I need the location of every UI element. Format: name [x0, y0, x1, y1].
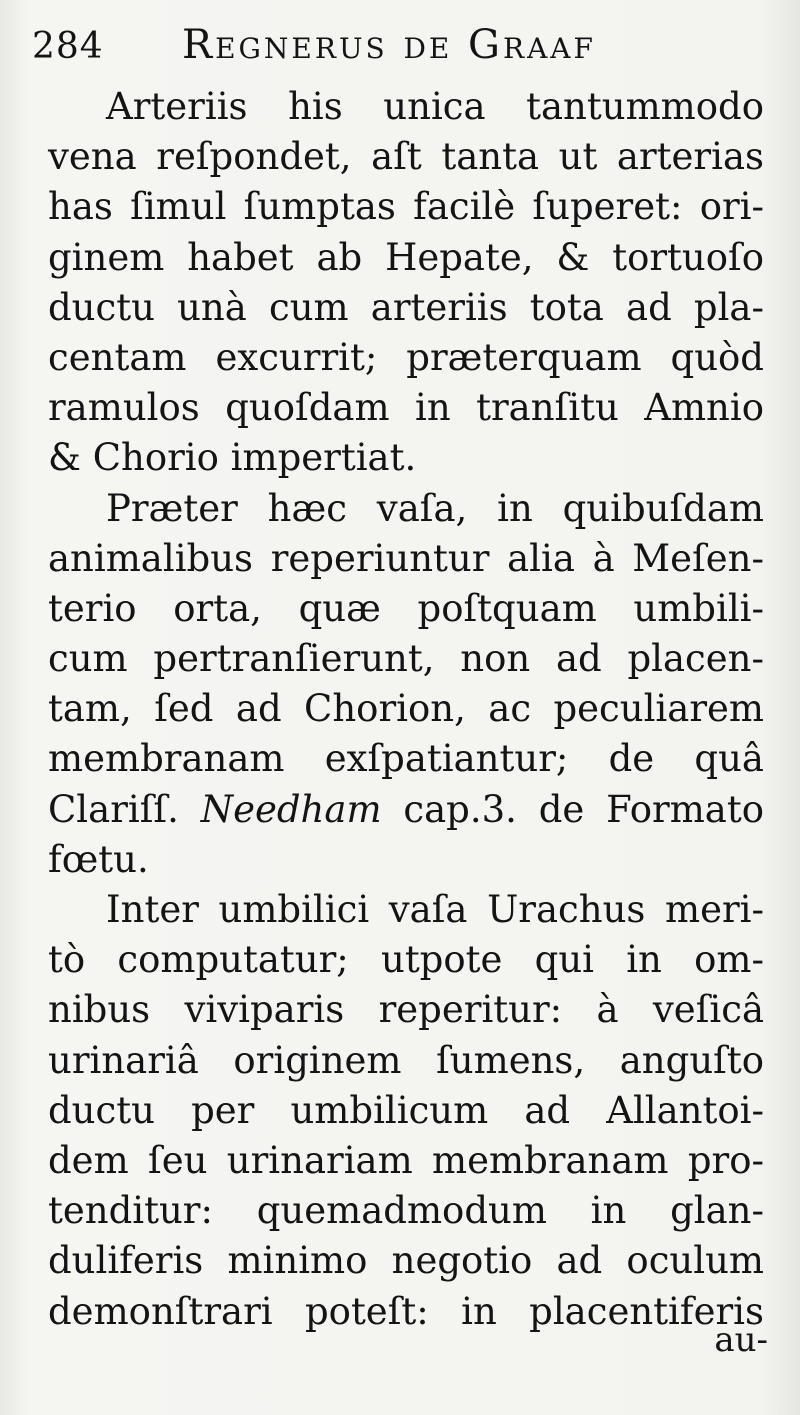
page-header	[32, 22, 760, 82]
running-title: Regnerus de Graaf	[182, 22, 596, 68]
text-line: terio orta, quæ poſtquam umbili-	[48, 586, 764, 630]
text-line: Præter hæc vaſa, in quibuſdam	[106, 486, 764, 530]
text-line: tò computatur; utpote qui in om-	[48, 938, 764, 982]
text-line: vena reſpondet, aſt tanta ut arterias	[48, 135, 764, 179]
text-line: demonſtrari poteſt: in placentiferis	[48, 1289, 764, 1333]
text-line: centam excurrit; præterquam quòd	[48, 335, 764, 379]
text-line: Inter umbilici vaſa Urachus meri-	[106, 888, 764, 931]
text-line: tenditur: quemadmodum in glan-	[48, 1189, 764, 1233]
catchword: au-	[714, 1320, 768, 1360]
text-line: ductu per umbilicum ad Allantoi-	[48, 1088, 764, 1132]
text-line: cum pertranſierunt, non ad placen-	[48, 637, 764, 681]
text-line: Arteriis his unica tantummodo	[106, 85, 764, 128]
text-line: ductu unà cum arteriis tota ad pla-	[48, 285, 764, 329]
text-line: ramulos quoſdam in tranſitu Amnio	[48, 386, 764, 430]
text-line: dem ſeu urinariam membranam pro-	[48, 1138, 764, 1182]
text-line: animalibus reperiuntur alia à Meſen-	[48, 536, 764, 580]
text-line: ginem habet ab Hepate, & tortuoſo	[48, 235, 764, 279]
text-line: duliferis minimo negotio ad oculum	[48, 1239, 764, 1283]
body-text	[48, 82, 764, 1337]
page-number: 284	[32, 26, 104, 67]
text-line: tam, ſed ad Chorion, ac peculiarem	[48, 687, 764, 731]
text-line: nibus viviparis reperitur: à veſicâ	[48, 988, 764, 1032]
text-line-with-italic: Clariſſ. Needham cap.3. de Formato	[48, 787, 765, 831]
text-line: urinariâ originem ſumens, anguſto	[48, 1038, 764, 1082]
text-line: & Chorio impertiat.	[48, 436, 417, 480]
author-name: Needham	[200, 787, 382, 831]
text-line: fœtu.	[48, 837, 149, 881]
text-line: has ſimul ſumptas facilè ſuperet: ori-	[48, 185, 764, 229]
text-line: membranam exſpatiantur; de quâ	[48, 737, 764, 781]
